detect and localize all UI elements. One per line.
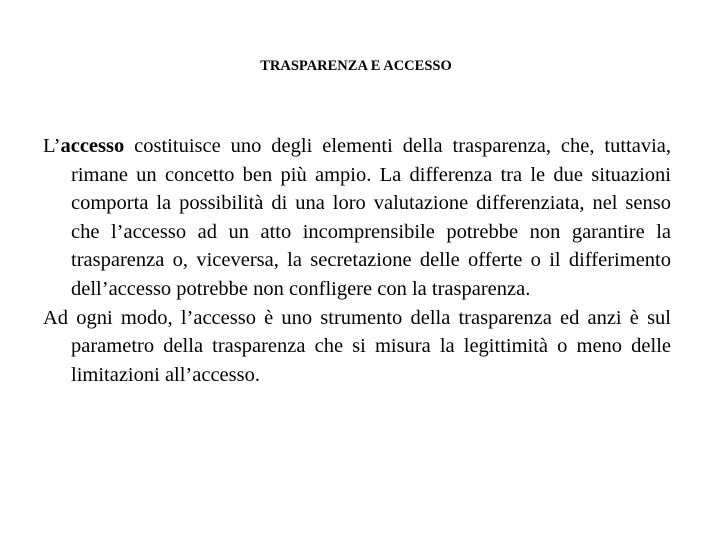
slide-body (43, 132, 671, 389)
paragraph-accesso-strumento (43, 304, 671, 390)
paragraph-1-emphasis: accesso (60, 135, 125, 157)
paragraph-2-text: Ad ogni modo, l’accesso è uno strumento della trasparenza ed anzi è sul parametro della trasparenza che si misura la legittimità o meno delle limitazioni all’accesso. (43, 306, 671, 386)
paragraph-1-rest: costituisce uno degli elementi della trasparenza, che, tuttavia, rimane un concetto ben più ampio. La differenza tra le due situazioni comporta la possibilità di una loro valutazione differenziata, nel senso che l’accesso ad un atto incomprensibile potrebbe non garantire la trasparenza o, viceversa, la secretazione delle offerte o il differimento dell’accesso potrebbe non confligere con la trasparenza. (71, 135, 671, 300)
slide-title: TRASPARENZA E ACCESSO (260, 58, 452, 74)
paragraph-1-lead: L’ (43, 135, 61, 157)
paragraph-accesso-definition (43, 132, 671, 304)
